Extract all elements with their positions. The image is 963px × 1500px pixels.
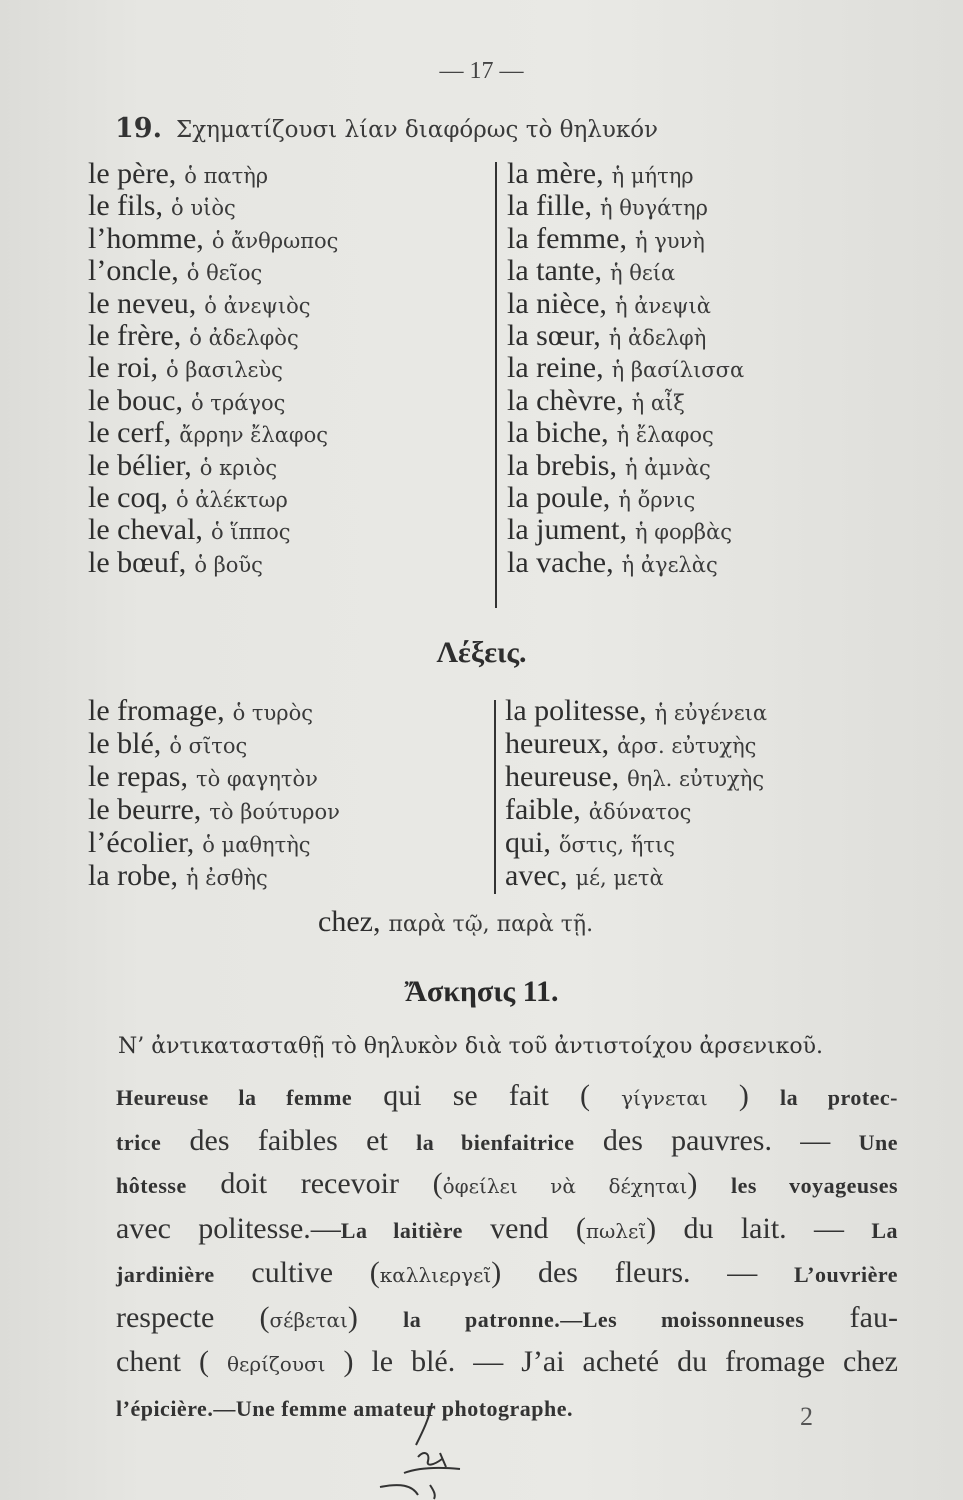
feminine-word-french: la brebis,: [507, 448, 617, 482]
feminine-word-french: la vache,: [507, 545, 614, 579]
sentence-text: ) du lait. —: [646, 1211, 872, 1245]
vocab-word-row: [88, 860, 340, 893]
feminine-word-french: la fille,: [507, 189, 592, 223]
vocab-word-row: [505, 761, 767, 794]
feminine-word-row: [507, 385, 744, 417]
feminine-word-french: la mère,: [507, 157, 604, 190]
feminine-word-french: la poule,: [507, 480, 611, 514]
vocab-word-row: [88, 827, 340, 860]
feminine-noun: La: [871, 1217, 899, 1243]
feminine-word-french: la tante,: [507, 254, 602, 288]
feminine-noun: jardinière: [116, 1262, 215, 1287]
masculine-word-row: [88, 320, 338, 352]
masculine-word-row: [88, 450, 338, 482]
masculine-word-row: [88, 158, 338, 190]
masculine-word-greek: ὁ θεῖος: [186, 261, 263, 286]
vocab-word-french: la politesse,: [505, 694, 647, 727]
sentence-text: ) le blé. — J’ai acheté du fromage chez: [325, 1345, 898, 1378]
sentence-text: des faibles et: [161, 1123, 417, 1157]
vocab-word-french: faible,: [505, 793, 581, 826]
exercise-line: [116, 1208, 898, 1253]
chez-french: chez,: [318, 905, 381, 938]
feminine-word-greek: ἡ γυνὴ: [634, 228, 705, 253]
feminine-word-row: [507, 223, 744, 255]
feminine-word-row: [507, 320, 744, 352]
masculine-word-row: [88, 288, 338, 320]
feminine-word-row: [507, 417, 744, 449]
masculine-word-greek: ὁ ἀλέκτωρ: [175, 487, 288, 512]
vocab-word-row: [505, 695, 767, 728]
feminine-word-row: [507, 352, 744, 384]
feminine-word-greek: ἡ αἶξ: [631, 390, 685, 415]
vocab-word-greek: ὁ τυρὸς: [232, 701, 314, 725]
vocab-word-french: la robe,: [88, 859, 178, 892]
masculine-word-greek: ὁ ἀδελφὸς: [189, 325, 299, 350]
sentence-text: doit recevoir (: [186, 1167, 443, 1200]
chez-line: [318, 905, 593, 939]
section-number: 19.: [115, 113, 162, 144]
vocab-word-french: qui,: [505, 826, 551, 859]
page-number: — 17 —: [439, 58, 524, 84]
vocab-word-greek: τὸ φαγητὸν: [195, 767, 318, 791]
feminine-noun: L’ouvrière: [793, 1262, 898, 1287]
masculine-word-greek: ὁ τράγος: [190, 390, 286, 415]
feminine-word-greek: ἡ βασίλισσα: [611, 358, 745, 383]
masculine-word-greek: ὁ ἵππος: [210, 520, 291, 545]
masculine-word-french: l’homme,: [88, 221, 204, 255]
masculine-word-greek: ὁ υἱὸς: [171, 196, 236, 221]
instruction-text: Ν’ ἀντικατασταθῇ τὸ θηλυκὸν διὰ τοῦ ἀντιστοίχου ἀρσενικοῦ.: [118, 1034, 823, 1059]
feminine-noun: Une: [858, 1129, 898, 1155]
masculine-word-french: le cheval,: [88, 513, 203, 547]
feminine-noun: la protec-: [779, 1085, 898, 1110]
vocab-word-french: le fromage,: [88, 694, 225, 727]
vocab-word-french: l’écolier,: [88, 826, 195, 859]
pencil-mark: 2: [800, 1402, 813, 1431]
masculine-word-row: [88, 482, 338, 514]
masculine-word-french: le frère,: [88, 318, 182, 352]
feminine-word-greek: ἡ ἀδελφὴ: [608, 325, 707, 350]
feminine-noun: les voyageuses: [731, 1173, 899, 1198]
vocab-word-french: heureux,: [505, 727, 610, 760]
sentence-text: respecte (: [116, 1300, 270, 1334]
masculine-word-row: [88, 190, 338, 222]
vocab-word-row: [88, 761, 340, 794]
feminine-noun: la patronne.—Les moissonneuses: [403, 1306, 805, 1332]
vocab-word-row: [505, 860, 767, 893]
feminine-word-greek: ἡ ὄρνις: [618, 487, 696, 512]
masculine-word-french: le cerf,: [88, 416, 172, 450]
section-heading: [115, 113, 658, 144]
masculine-word-french: le bouc,: [88, 383, 183, 417]
feminine-word-greek: ἡ ἀγελὰς: [621, 552, 718, 577]
sentence-text: vend (: [462, 1211, 586, 1245]
greek-gloss: καλλιεργεῖ: [379, 1263, 492, 1287]
vocab-word-greek: ἡ ἐσθὴς: [185, 866, 268, 890]
masculine-word-greek: ὁ βοῦς: [194, 552, 263, 577]
masculine-word-greek: ὁ ἀνεψιὸς: [204, 293, 311, 318]
feminine-noun: Heureuse la femme: [116, 1085, 353, 1110]
feminine-word-french: la jument,: [507, 513, 627, 547]
vocab-word-greek: ἀρσ. εὐτυχὴς: [617, 734, 757, 758]
feminine-word-french: la sœur,: [507, 318, 601, 352]
masculine-word-greek: ὁ βασιλεὺς: [165, 358, 283, 383]
feminine-word-row: [507, 482, 744, 514]
feminine-word-row: [507, 158, 744, 190]
sentence-text: ): [687, 1167, 732, 1200]
vocab-word-row: [88, 695, 340, 728]
feminine-word-row: [507, 255, 744, 287]
feminine-word-greek: ἡ θυγάτηρ: [599, 196, 708, 221]
sentence-text: des pauvres. —: [574, 1123, 859, 1157]
sentence-text: ) des fleurs. —: [491, 1256, 794, 1289]
masculine-word-greek: ἄρρην ἔλαφος: [179, 423, 329, 448]
masculine-word-greek: ὁ πατὴρ: [184, 164, 269, 188]
sentence-text: avec politesse.—: [116, 1211, 341, 1245]
feminine-word-french: la femme,: [507, 221, 627, 255]
masculine-word-row: [88, 417, 338, 449]
masculine-word-greek: ὁ κριὸς: [199, 455, 278, 480]
exercise-line: [116, 1120, 898, 1164]
masculine-word-row: [88, 255, 338, 287]
feminine-noun: la bienfaitrice: [416, 1129, 575, 1155]
handwritten-signature: [360, 1395, 500, 1500]
masculine-word-row: [88, 385, 338, 417]
vocab-word-french: heureuse,: [505, 760, 620, 793]
section-heading-text: Σχηματίζουσι λίαν διαφόρως τὸ θηλυκόν: [175, 117, 659, 143]
feminine-word-french: la reine,: [507, 351, 604, 385]
exercise-line: [116, 1075, 898, 1120]
sentence-text: qui se fait (: [352, 1079, 622, 1112]
exercise-paragraph: [116, 1075, 898, 1429]
vocab-word-french: le repas,: [88, 760, 188, 793]
masculine-word-french: le coq,: [88, 480, 168, 514]
feminine-word-greek: ἡ φορβὰς: [634, 520, 733, 545]
feminine-column: [507, 158, 744, 579]
feminine-word-row: [507, 288, 744, 320]
vocab-divider: [494, 700, 496, 894]
column-divider: [495, 162, 497, 608]
vocab-word-row: [88, 794, 340, 827]
masculine-word-french: le fils,: [88, 189, 163, 223]
vocab-word-row: [505, 728, 767, 761]
sentence-text: ): [707, 1079, 780, 1112]
vocab-word-row: [88, 728, 340, 761]
exercise-line: [116, 1386, 898, 1430]
feminine-noun: trice: [116, 1129, 162, 1155]
exercise-title: Ἄσκησις 11.: [404, 975, 559, 1008]
vocab-word-greek: τὸ βούτυρον: [209, 800, 340, 824]
feminine-word-greek: ἡ μήτηρ: [611, 164, 694, 188]
vocab-left-column: [88, 695, 340, 893]
feminine-word-greek: ἡ ἀμνὰς: [624, 455, 711, 480]
feminine-noun: La laitière: [340, 1217, 463, 1243]
sentence-text: cultive (: [214, 1256, 380, 1289]
feminine-word-greek: ἡ ἀνεψιὰ: [614, 293, 711, 318]
vocab-word-greek: ἀδύνατος: [588, 800, 692, 824]
vocab-word-greek: ὁ μαθητὴς: [202, 833, 311, 857]
exercise-line: [116, 1341, 898, 1386]
vocab-word-row: [505, 794, 767, 827]
vocab-word-french: le beurre,: [88, 793, 202, 826]
vocab-word-greek: θηλ. εὐτυχὴς: [627, 767, 765, 791]
greek-gloss: ὀφείλει νὰ δέχηται: [442, 1174, 688, 1198]
feminine-word-french: la nièce,: [507, 286, 607, 320]
greek-gloss: σέβεται: [269, 1307, 348, 1332]
masculine-word-french: le bœuf,: [88, 545, 187, 579]
feminine-noun: hôtesse: [116, 1173, 187, 1198]
sentence-text: fau-: [804, 1300, 898, 1334]
masculine-word-french: le père,: [88, 157, 177, 190]
sentence-text: chent (: [116, 1345, 227, 1378]
masculine-word-french: le roi,: [88, 351, 158, 385]
feminine-word-french: la biche,: [507, 416, 609, 450]
masculine-word-row: [88, 223, 338, 255]
masculine-word-french: le neveu,: [88, 286, 197, 320]
vocab-word-french: le blé,: [88, 727, 162, 760]
exercise-line: [116, 1163, 898, 1208]
feminine-word-french: la chèvre,: [507, 383, 624, 417]
feminine-noun: l’épicière.—Une femme amateur photographe.: [116, 1395, 574, 1421]
vocab-word-greek: ὁ σῖτος: [169, 734, 248, 758]
feminine-word-row: [507, 547, 744, 579]
vocab-word-greek: ἡ εὐγένεια: [654, 701, 768, 725]
feminine-word-row: [507, 190, 744, 222]
greek-gloss: γίγνεται: [621, 1086, 708, 1110]
feminine-word-row: [507, 450, 744, 482]
exercise-line: [116, 1297, 898, 1342]
masculine-word-french: le bélier,: [88, 448, 192, 482]
feminine-word-greek: ἡ θεία: [609, 261, 676, 286]
vocab-right-column: [505, 695, 767, 893]
masculine-word-french: l’oncle,: [88, 254, 179, 288]
masculine-word-row: [88, 352, 338, 384]
masculine-word-greek: ὁ ἄνθρωπος: [211, 228, 339, 253]
masculine-word-row: [88, 547, 338, 579]
exercise-instruction: [118, 1030, 823, 1060]
masculine-word-row: [88, 514, 338, 546]
sentence-text: ): [347, 1300, 404, 1334]
greek-gloss: θερίζουσι: [226, 1352, 326, 1376]
exercise-line: [116, 1252, 898, 1297]
greek-gloss: πωλεῖ: [585, 1218, 647, 1243]
chez-greek: παρὰ τῷ, παρὰ τῇ.: [388, 912, 594, 937]
feminine-word-greek: ἡ ἔλαφος: [616, 423, 714, 448]
vocab-word-greek: μέ, μετὰ: [575, 866, 664, 890]
vocab-word-row: [505, 827, 767, 860]
vocab-word-greek: ὅστις, ἥτις: [558, 833, 675, 857]
masculine-column: [88, 158, 338, 579]
vocab-word-french: avec,: [505, 859, 568, 892]
feminine-word-row: [507, 514, 744, 546]
lexeis-title: Λέξεις.: [436, 636, 527, 669]
